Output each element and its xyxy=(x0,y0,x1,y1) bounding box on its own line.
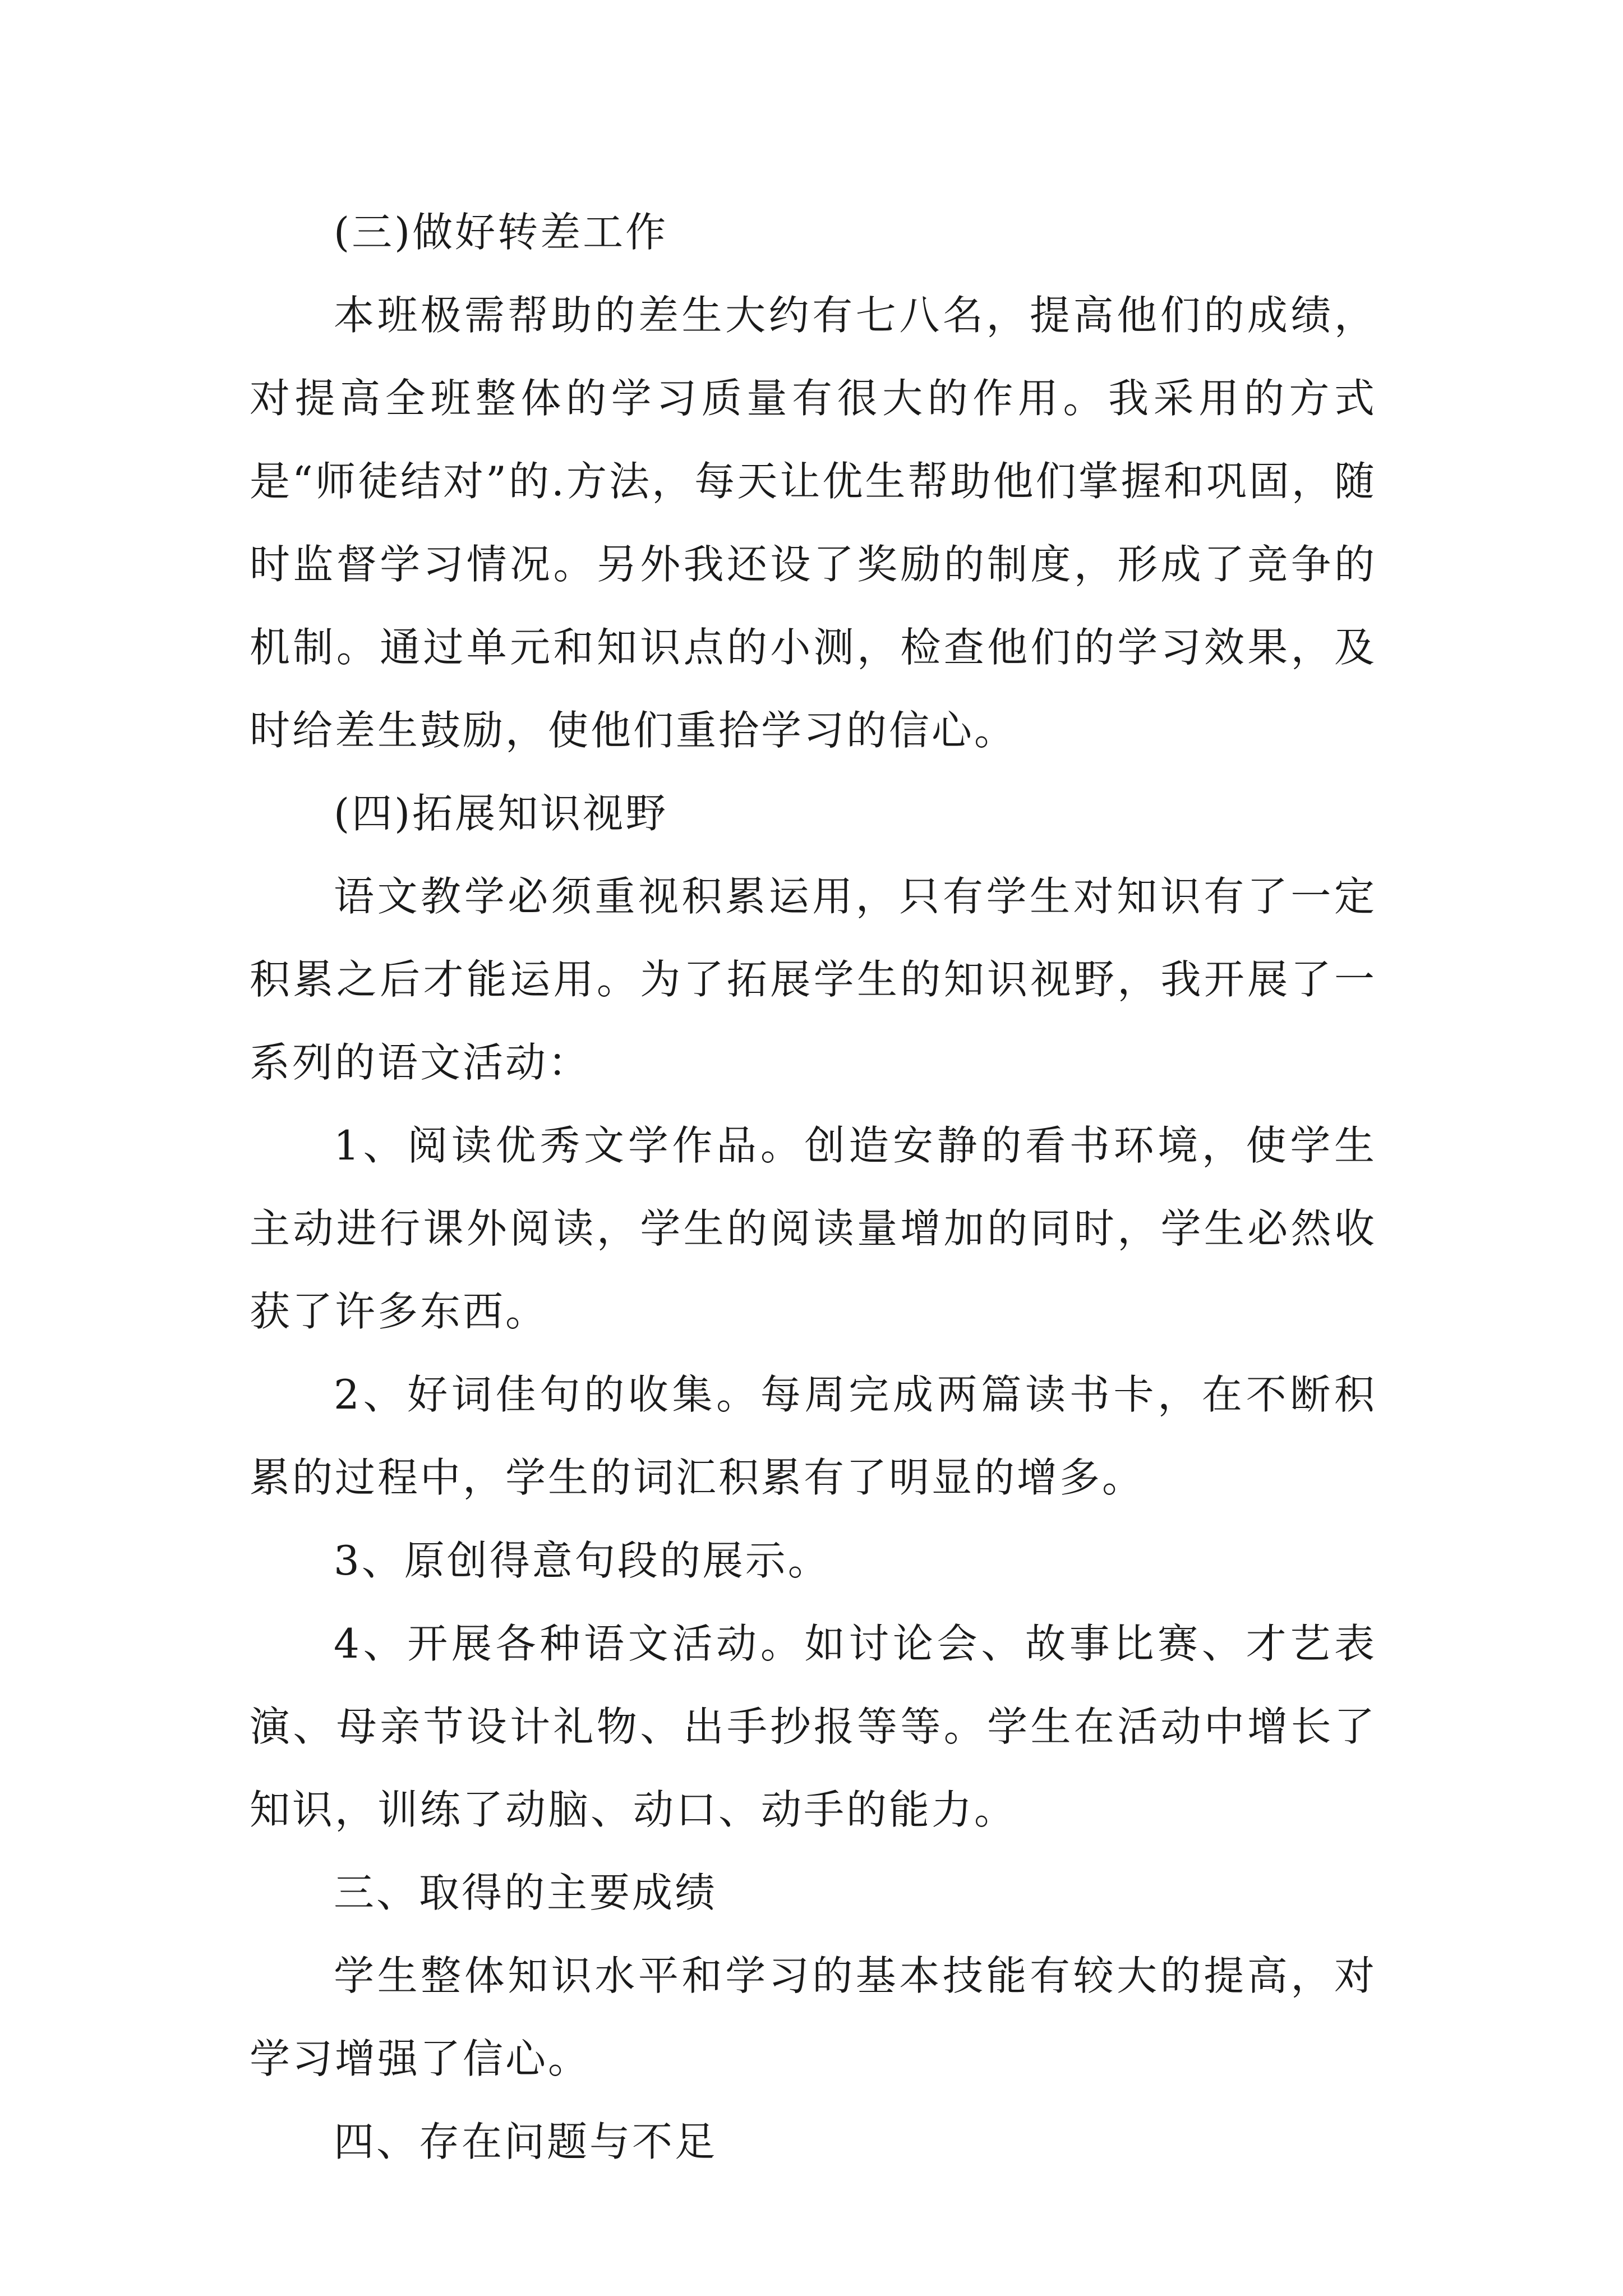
paragraph-weak-students: 本班极需帮助的差生大约有七八名，提高他们的成绩，对提高全班整体的学习质量有很大的作用。我采用的方式是“师徒结对”的.方法，每天让优生帮助他们掌握和巩固，随时监督学习情况。另外我还设了奖励的制度，形成了竞争的机制。通过单元和知识点的小测，检查他们的学习效果，及时给差生鼓励，使他们重拾学习的信心。 xyxy=(250,292,1377,754)
heading-problems: 四、存在问题与不足 xyxy=(334,2118,718,2165)
list-item-activities: 4、开展各种语文活动。如讨论会、故事比赛、才艺表演、母亲节设计礼物、出手抄报等等。学生在活动中增长了知识，训练了动脑、动口、动手的能力。 xyxy=(250,1620,1377,1833)
list-item-reading: 1、阅读优秀文学作品。创造安静的看书环境，使学生主动进行课外阅读，学生的阅读量增加的同时，学生必然收获了许多东西。 xyxy=(250,1122,1377,1335)
heading-transform-weak-students: (三)做好转差工作 xyxy=(334,209,668,256)
paragraph-expand-knowledge: 语文教学必须重视积累运用，只有学生对知识有了一定积累之后才能运用。为了拓展学生的知识视野，我开展了一系列的语文活动： xyxy=(250,873,1377,1086)
paragraph-main-achievements: 学生整体知识水平和学习的基本技能有较大的提高，对学习增强了信心。 xyxy=(250,1952,1377,2082)
list-item-vocabulary: 2、好词佳句的收集。每周完成两篇读书卡，在不断积累的过程中，学生的词汇积累有了明显的增多。 xyxy=(250,1371,1377,1501)
heading-expand-knowledge: (四)拓展知识视野 xyxy=(334,790,668,837)
document-body xyxy=(250,191,1377,2183)
heading-main-achievements: 三、取得的主要成绩 xyxy=(334,1869,718,1916)
list-item-original-writing: 3、原创得意句段的展示。 xyxy=(334,1537,831,1584)
